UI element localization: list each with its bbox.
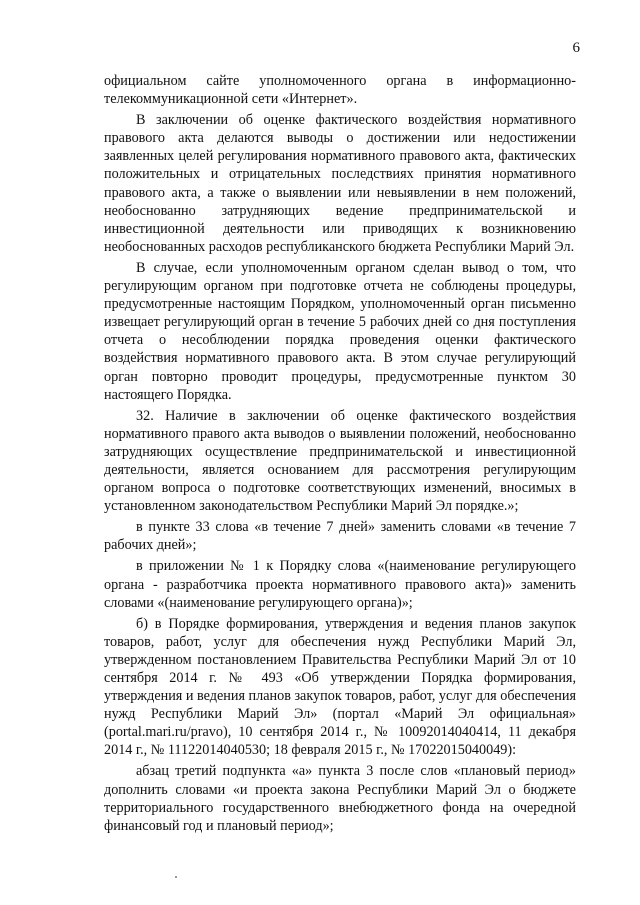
paragraph: 32. Наличие в заключении об оценке фактического воздействия нормативного правого акта выводов о выявлении положений, необоснованно затрудняющих осуществление предпринимательской и инвестиционной деятельности, является основанием для рассмотрения регулирующим органом вопроса о подготовке соответствующих изменений, вносимых в установленном законодательством Республики Марий Эл порядке.»;	[104, 407, 576, 515]
paragraph: в приложении № 1 к Порядку слова «(наименование регулирующего органа - разработчика проекта нормативного правового акта)» заменить словами «(наименование регулирующего органа)»;	[104, 558, 576, 611]
scan-mark	[175, 876, 177, 878]
paragraph: в пункте 33 слова «в течение 7 дней» заменить словами «в течение 7 рабочих дней»;	[104, 519, 576, 554]
page-number: 6	[572, 40, 580, 56]
document-body	[104, 72, 576, 838]
paragraph: абзац третий подпункта «а» пункта 3 после слов «плановый период» дополнить словами «и проекта закона Республики Марий Эл о бюджете территориального государственного внебюджетного фонда на очередной финансовый год и плановый период»;	[104, 763, 576, 834]
paragraph: б) в Порядке формирования, утверждения и ведения планов закупок товаров, работ, услуг для обеспечения нужд Республики Марий Эл, утвержденном постановлением Правительства Республики Марий Эл от 10 сентября 2014 г. № 493 «Об утверждении Порядка формирования, утверждения и ведения планов закупок товаров, работ, услуг для обеспечения нужд Республики Марий Эл» (портал «Марий Эл официальная» (portal.mari.ru/pravo), 10 сентября 2014 г., № 10092014040414, 11 декабря 2014 г., № 11122014040530; 18 февраля 2015 г., № 17022015040049):	[104, 615, 576, 759]
paragraph: В заключении об оценке фактического воздействия нормативного правового акта делаются выводы о достижении или недостижении заявленных целей регулирования нормативного правового акта, фактических положительных и отрицательных последствиях принятия нормативного правового акта, а также о выявлении или невыявлении в нем положений, необоснованно затрудняющих ведение предпринимательской и инвестиционной деятельности или приводящих к возникновению необоснованных расходов республиканского бюджета Республики Марий Эл.	[104, 112, 576, 255]
paragraph: официальном сайте уполномоченного органа в информационно-телекоммуникационной сети «Интернет».	[104, 73, 576, 108]
paragraph: В случае, если уполномоченным органом сделан вывод о том, что регулирующим органом при подготовке отчета не соблюдены процедуры, предусмотренные настоящим Порядком, уполномоченный орган письменно извещает регулирующий орган в течение 5 рабочих дней со дня поступления отчета о несоблюдении порядка проведения оценки фактического воздействия нормативного правового акта. В этом случае регулирующий орган повторно проводит процедуры, предусмотренные пунктом 30 настоящего Порядка.	[104, 259, 576, 403]
